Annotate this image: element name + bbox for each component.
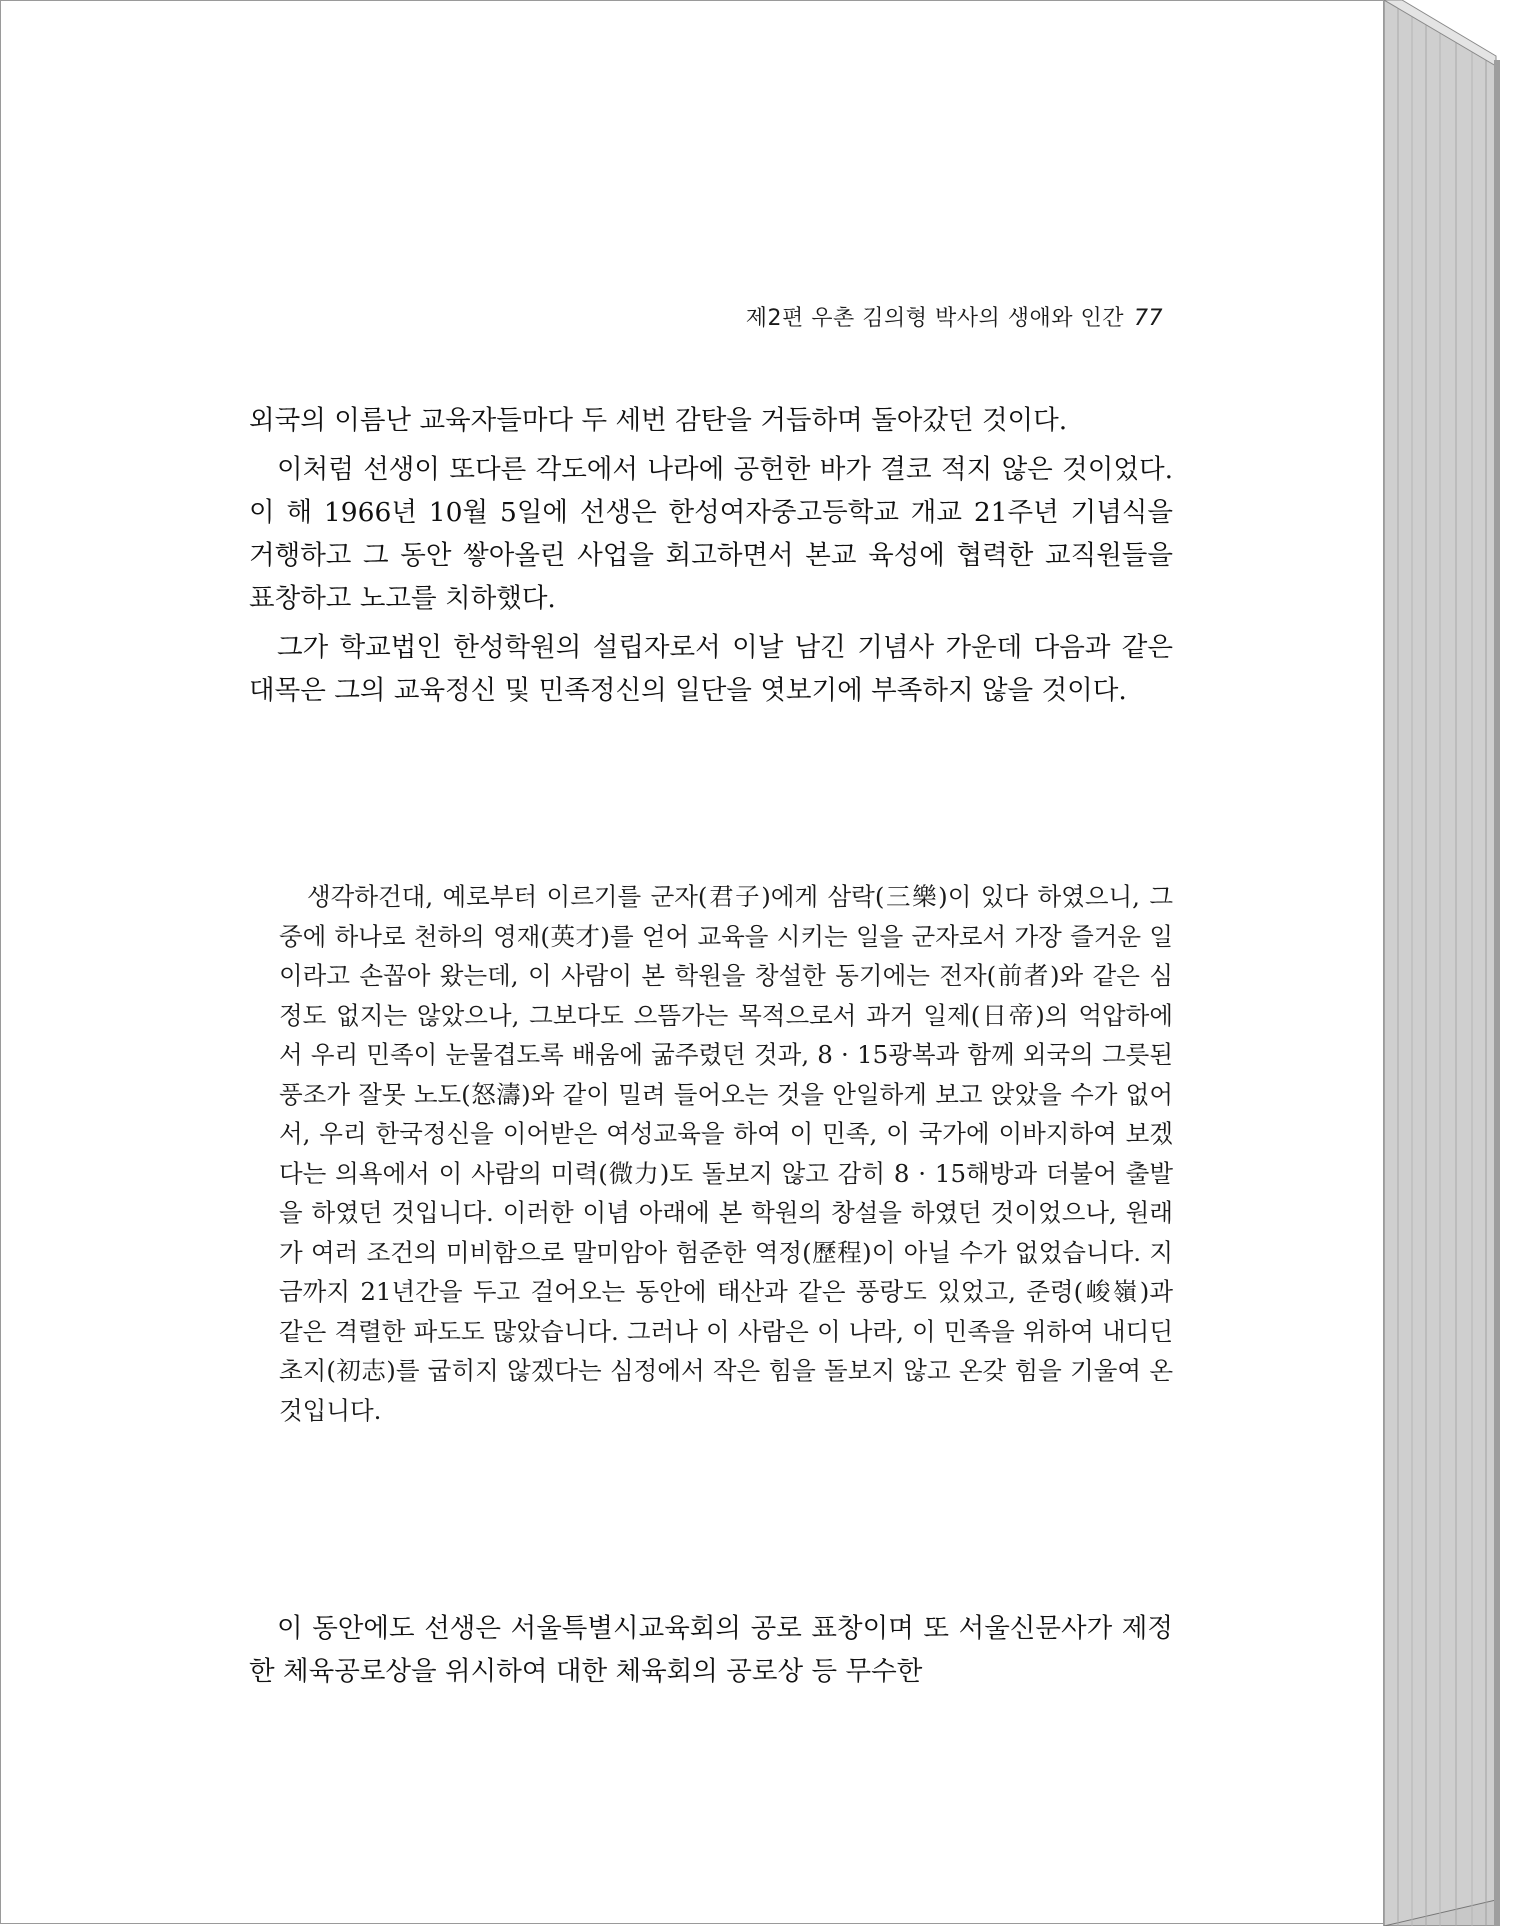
quote-paragraph: 생각하건대, 예로부터 이르기를 군자(君子)에게 삼락(三樂)이 있다 하였으니, 그 중에 하나로 천하의 영재(英才)를 얻어 교육을 시키는 일을 군자로서 가장 즐거운 일이라고 손꼽아 왔는데, 이 사람이 본 학원을 창설한 동기에는 전자(前者)와 같은 심정도 없지는 않았으나, 그보다도 으뜸가는 목적으로서 과거 일제(日帝)의 억압하에서 우리 민족이 눈물겹도록 배움에 굶주렸던 것과, 8 · 15광복과 함께 외국의 그릇된 풍조가 잘못 노도(怒濤)와 같이 밀려 들어오는 것을 안일하게 보고 앉았을 수가 없어서, 우리 한국정신을 이어받은 여성교육을 하여 이 민족, 이 국가에 이바지하여 보겠다는 의욕에서 이 사람의 미력(微力)도 돌보지 않고 감히 8 · 15해방과 더불어 출발을 하였던 것입니다. 이러한 이념 아래에 본 학원의 창설을 하였던 것이었으나, 원래가 여러 조건의 미비함으로 말미암아 험준한 역정(歷程)이 아닐 수가 없었습니다. 지금까지 21년간을 두고 걸어오는 동안에 태산과 같은 풍랑도 있었고, 준령(峻嶺)과 같은 격렬한 파도도 많았습니다. 그러나 이 사람은 이 나라, 이 민족을 위하여 내디딘 초지(初志)를 굽히지 않겠다는 심정에서 작은 힘을 돌보지 않고 온갖 힘을 기울여 온 것입니다. (279, 882, 1173, 1425)
paragraph: 외국의 이름난 교육자들마다 두 세번 감탄을 거듭하며 돌아갔던 것이다. (249, 405, 1068, 436)
block-quote (279, 877, 1173, 1430)
running-head-title: 제2편 우촌 김의형 박사의 생애와 인간 (745, 306, 1124, 331)
paragraph: 이 동안에도 선생은 서울특별시교육회의 공로 표창이며 또 서울신문사가 제정한 체육공로상을 위시하여 대한 체육회의 공로상 등 무수한 (249, 1613, 1173, 1687)
closing-text (249, 1607, 1173, 1693)
running-head (681, 301, 1163, 332)
body-text (249, 399, 1173, 712)
paragraph: 그가 학교법인 한성학원의 설립자로서 이날 남긴 기념사 가운데 다음과 같은 대목은 그의 교육정신 및 민족정신의 일단을 엿보기에 부족하지 않을 것이다. (249, 632, 1173, 706)
paragraph: 이처럼 선생이 또다른 각도에서 나라에 공헌한 바가 결코 적지 않은 것이었다.이 해 1966년 10월 5일에 선생은 한성여자중고등학교 개교 21주년 기념식을 거행하고 그 동안 쌓아올린 사업을 회고하면서 본교 육성에 협력한 교직원들을 표창하고 노고를 치하했다. (249, 454, 1173, 614)
page-number: 77 (1134, 306, 1163, 331)
